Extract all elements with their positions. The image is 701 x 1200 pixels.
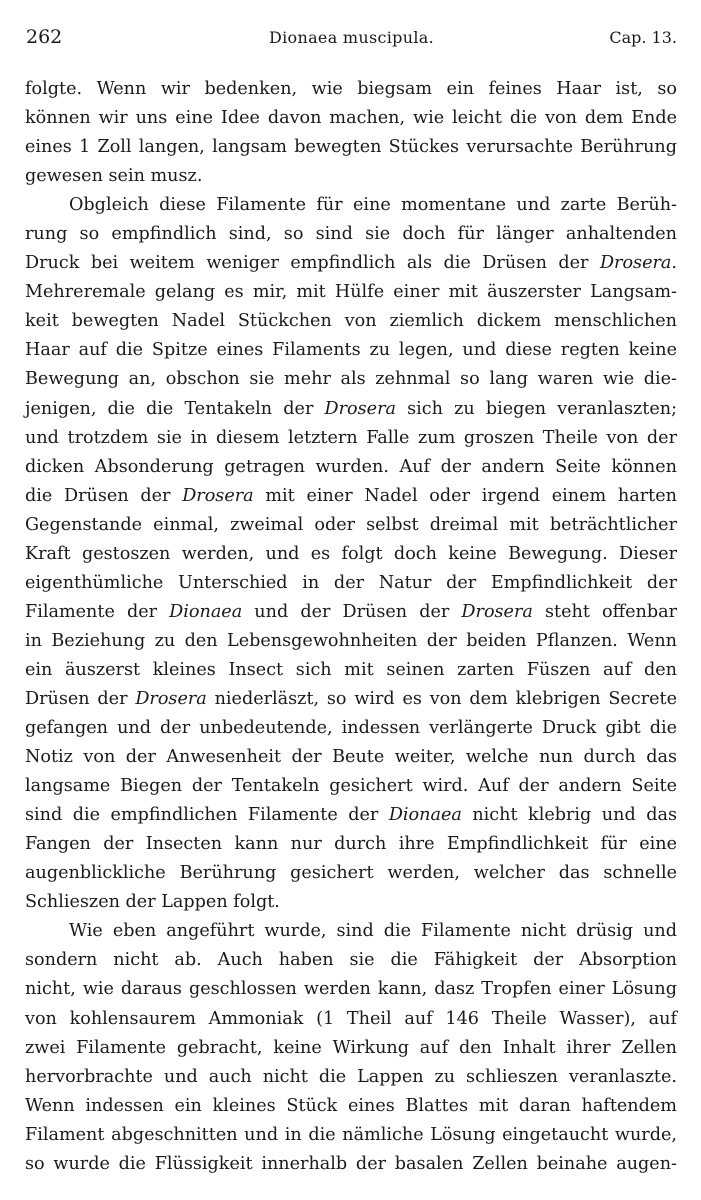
- text-run: zwei Filamente gebracht, keine Wirkung auf den Inhalt ihrer Zellen: [25, 1037, 677, 1058]
- text-line: [25, 772, 677, 801]
- text-line: [25, 540, 677, 569]
- text-run: sich zu biegen veranlaszten;: [395, 398, 678, 419]
- paragraph: [25, 75, 677, 191]
- text-run: keit bewegten Nadel Stückchen von ziemlich dickem menschlichen: [25, 311, 677, 332]
- text-run: Haar auf die Spitze eines Filaments zu legen, und diese regten keine: [25, 340, 677, 361]
- text-line: [25, 395, 677, 424]
- text-run: hervorbrachte und auch nicht die Lappen zu schlieszen veranlaszte.: [25, 1066, 677, 1087]
- text-run: steht offenbar: [532, 601, 677, 622]
- italic-term: Dionaea: [169, 601, 243, 622]
- text-run: nicht klebrig und das: [461, 805, 677, 826]
- text-run: eines 1 Zoll langen, langsam bewegten Stückes verursachte Berührung: [25, 137, 677, 158]
- text-line: [25, 511, 677, 540]
- text-run: langsame Biegen der Tentakeln gesichert wird. Auf der andern Seite: [25, 776, 677, 797]
- italic-term: Drosera: [182, 485, 254, 506]
- text-run: Mehreremale gelang es mir, mit Hülfe einer mit äuszerster Langsam-: [25, 282, 677, 303]
- text-line: [25, 162, 677, 191]
- text-run: Drüsen der: [25, 688, 136, 709]
- text-line: [25, 1005, 677, 1034]
- text-run: und der Drüsen der: [242, 601, 462, 622]
- text-run: eigenthümliche Unterschied in der Natur der Empfindlichkeit der: [25, 572, 677, 593]
- running-header: [26, 26, 677, 62]
- text-line: [25, 278, 677, 307]
- text-run: dicken Absonderung getragen wurden. Auf der andern Seite können: [25, 456, 677, 477]
- text-line: [25, 917, 677, 946]
- text-run: mit einer Nadel oder irgend einem harten: [253, 485, 677, 506]
- text-run: jenigen, die die Tentakeln der: [25, 398, 325, 419]
- text-run: Filament abgeschnitten und in die nämliche Lösung eingetaucht wurde,: [25, 1124, 677, 1145]
- text-run: die Drüsen der: [25, 485, 183, 506]
- text-line: [25, 365, 677, 394]
- italic-term: Drosera: [461, 601, 533, 622]
- text-line: [25, 1121, 677, 1150]
- text-run: Filamente der: [25, 601, 170, 622]
- text-run: folgte. Wenn wir bedenken, wie biegsam ein feines Haar ist, so: [25, 79, 677, 99]
- text-line: [25, 453, 677, 482]
- text-run: Bewegung an, obschon sie mehr als zehnmal so lang waren wie die-: [25, 369, 677, 390]
- text-run: von kohlensaurem Ammoniak (1 Theil auf 146 Theile Wasser), auf: [25, 1008, 677, 1029]
- text-line: [25, 627, 677, 656]
- text-line: [25, 104, 677, 133]
- paragraph: [25, 917, 677, 1178]
- text-run: Gegenstande einmal, zweimal oder selbst dreimal mit beträchtlicher: [25, 514, 677, 535]
- text-run: gewesen sein musz.: [25, 166, 203, 187]
- text-run: und trotzdem sie in diesem letztern Falle zum groszen Theile von der: [25, 427, 677, 448]
- text-line: [25, 307, 677, 336]
- text-line: [25, 249, 677, 278]
- text-line: [25, 1063, 677, 1092]
- text-line: [25, 888, 677, 917]
- text-line: [25, 336, 677, 365]
- text-line: [25, 598, 677, 627]
- text-line: [25, 656, 677, 685]
- text-line: [25, 1150, 677, 1179]
- text-line: [25, 424, 677, 453]
- text-line: [25, 801, 677, 830]
- text-run: Schlieszen der Lappen folgt.: [25, 892, 280, 913]
- text-line: [25, 482, 677, 511]
- paragraph: [25, 191, 677, 917]
- text-line: [25, 191, 677, 220]
- text-run: so wurde die Flüssigkeit innerhalb der basalen Zellen beinahe augen-: [25, 1153, 677, 1174]
- text-run: Kraft gestoszen werden, und es folgt doch keine Bewegung. Dieser: [25, 543, 677, 564]
- italic-term: Dionaea: [388, 805, 462, 826]
- text-line: [25, 859, 677, 888]
- text-run: Wenn indessen ein kleines Stück eines Blattes mit daran haftendem: [25, 1095, 677, 1116]
- text-line: [25, 830, 677, 859]
- text-run: niederläszt, so wird es von dem klebrigen Secrete: [206, 688, 677, 709]
- text-run: sondern nicht ab. Auch haben sie die Fähigkeit der Absorption: [25, 950, 677, 971]
- text-run: sind die empfindlichen Filamente der: [25, 805, 389, 826]
- text-run: nicht, wie daraus geschlossen werden kann, dasz Tropfen einer Lösung: [25, 979, 677, 1000]
- text-run: gefangen und der unbedeutende, indessen verlängerte Druck gibt die: [25, 718, 677, 739]
- text-line: [25, 946, 677, 975]
- text-run: augenblickliche Berührung gesichert werden, welcher das schnelle: [25, 863, 677, 884]
- text-line: [25, 975, 677, 1004]
- text-run: Druck bei weitem weniger empfindlich als die Drüsen der: [25, 253, 600, 274]
- text-line: [25, 569, 677, 598]
- italic-term: Drosera: [324, 398, 396, 419]
- page-number: 262: [26, 26, 63, 48]
- italic-term: Drosera.: [599, 253, 677, 274]
- text-run: Wie eben angeführt wurde, sind die Filamente nicht drüsig und: [69, 921, 677, 942]
- text-run: in Beziehung zu den Lebensgewohnheiten der beiden Pflanzen. Wenn: [25, 630, 677, 651]
- running-title: Dionaea muscipula.: [269, 28, 434, 47]
- text-line: [25, 685, 677, 714]
- text-run: Obgleich diese Filamente für eine momentane und zarte Berüh-: [69, 195, 677, 216]
- body-text: [25, 75, 677, 1179]
- text-line: [25, 714, 677, 743]
- text-line: [25, 75, 677, 104]
- text-line: [25, 743, 677, 772]
- text-run: Notiz von der Anwesenheit der Beute weiter, welche nun durch das: [25, 747, 677, 768]
- chapter-label: Cap. 13.: [609, 28, 677, 47]
- text-run: rung so empfindlich sind, so sind sie doch für länger anhaltenden: [25, 224, 677, 245]
- text-run: ein äuszerst kleines Insect sich mit seinen zarten Füszen auf den: [25, 659, 677, 680]
- text-line: [25, 220, 677, 249]
- text-run: können wir uns eine Idee davon machen, wie leicht die von dem Ende: [25, 108, 677, 129]
- text-line: [25, 1092, 677, 1121]
- text-line: [25, 1034, 677, 1063]
- text-line: [25, 133, 677, 162]
- text-run: Fangen der Insecten kann nur durch ihre Empfindlichkeit für eine: [25, 834, 677, 855]
- italic-term: Drosera: [135, 688, 207, 709]
